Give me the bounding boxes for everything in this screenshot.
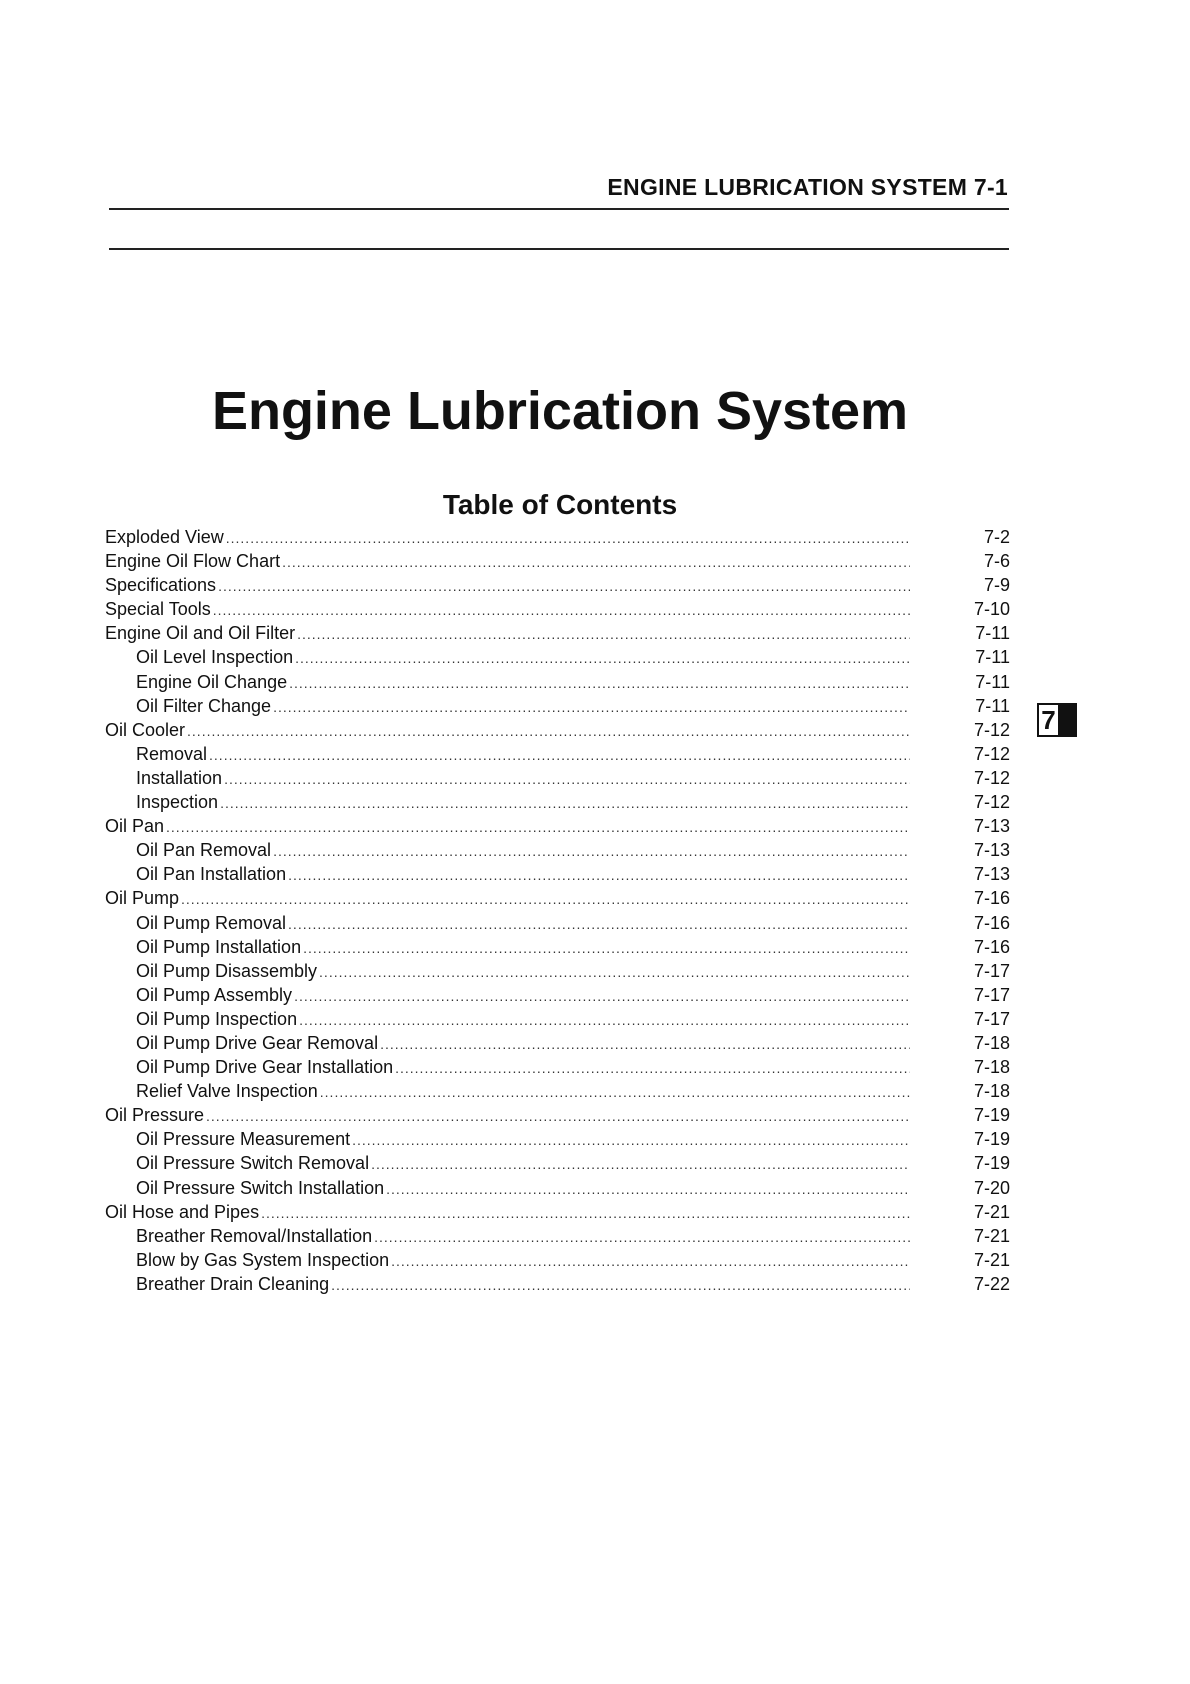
toc-dot-leader: [320, 1084, 910, 1100]
toc-dot-leader: [391, 1253, 910, 1269]
toc-entry-page: 7-11: [975, 647, 1010, 668]
toc-dot-leader: [218, 578, 910, 594]
toc-entry-title: Oil Level Inspection: [136, 647, 294, 668]
toc-entry-title: Oil Pan Removal: [136, 840, 272, 861]
toc-entry: [105, 720, 1010, 744]
header-rule-secondary: [109, 248, 1009, 250]
toc-dot-leader: [380, 1036, 910, 1052]
toc-entry: [105, 1274, 1010, 1298]
toc-entry: [105, 1202, 1010, 1226]
toc-entry: [105, 1033, 1010, 1057]
toc-entry: [105, 744, 1010, 768]
toc-entry: [105, 840, 1010, 864]
toc-dot-leader: [288, 867, 910, 883]
toc-entry-page: 7-18: [973, 1032, 1010, 1053]
toc-entry-title: Oil Filter Change: [136, 695, 272, 716]
chapter-tab-block: [1060, 703, 1077, 737]
toc-heading: Table of Contents: [442, 489, 678, 521]
toc-entry-title: Exploded View: [105, 527, 224, 547]
toc-entry-page: 7-13: [973, 840, 1010, 861]
chapter-tab: [1037, 703, 1077, 737]
toc-entry-title: Oil Pump Installation: [136, 936, 302, 957]
running-header: ENGINE LUBRICATION SYSTEM 7-1: [607, 174, 1008, 200]
toc-entry-page: 7-9: [983, 575, 1010, 596]
header-rule: [109, 208, 1009, 210]
toc-entry-page: 7-18: [973, 1057, 1010, 1078]
toc-entry-page: 7-10: [973, 599, 1010, 620]
toc-entry-title: Oil Pump Assembly: [136, 984, 293, 1005]
chapter-title: Engine Lubrication System: [211, 381, 909, 442]
toc-entry: [105, 961, 1010, 985]
toc-entry: [105, 1129, 1010, 1153]
toc-entry: [105, 1178, 1010, 1202]
toc-dot-leader: [181, 891, 910, 907]
toc-dot-leader: [226, 530, 910, 546]
toc-entry: [105, 647, 1010, 671]
toc-entry-title: Breather Removal/Installation: [136, 1225, 373, 1246]
toc-entry: [105, 575, 1010, 599]
toc-entry-title: Oil Pump Drive Gear Installation: [136, 1057, 394, 1078]
toc-entry-page: 7-17: [973, 1008, 1010, 1029]
toc-dot-leader: [209, 747, 910, 763]
toc-dot-leader: [371, 1156, 910, 1172]
toc-entry: [105, 1250, 1010, 1274]
toc-entry-title: Specifications: [105, 575, 217, 596]
toc-entry-page: 7-19: [973, 1129, 1010, 1150]
toc-entry-title: Engine Oil Flow Chart: [105, 551, 281, 572]
toc-entry-title: Oil Pressure: [105, 1105, 205, 1126]
toc-entry: [105, 672, 1010, 696]
toc-entry: [105, 1105, 1010, 1129]
toc-entry: [105, 623, 1010, 647]
toc-dot-leader: [319, 964, 910, 980]
toc-entry-page: 7-16: [973, 912, 1010, 933]
toc-dot-leader: [282, 554, 910, 570]
toc-entry-title: Special Tools: [105, 599, 211, 620]
toc-entry-page: 7-16: [973, 888, 1010, 909]
toc-entry: [105, 1226, 1010, 1250]
toc-entry: [105, 792, 1010, 816]
table-of-contents: [105, 527, 1010, 1298]
toc-entry-page: 7-12: [973, 792, 1010, 813]
toc-dot-leader: [166, 819, 910, 835]
toc-entry-title: Oil Pump: [105, 888, 180, 909]
toc-dot-leader: [206, 1108, 910, 1124]
toc-entry-title: Engine Oil and Oil Filter: [105, 623, 296, 644]
toc-dot-leader: [374, 1229, 910, 1245]
toc-dot-leader: [352, 1132, 910, 1148]
toc-dot-leader: [297, 626, 910, 642]
toc-entry-title: Oil Pump Drive Gear Removal: [136, 1032, 379, 1053]
toc-entry-title: Inspection: [136, 792, 219, 813]
toc-entry-page: 7-12: [973, 743, 1010, 764]
toc-entry: [105, 816, 1010, 840]
toc-entry: [105, 1057, 1010, 1081]
toc-entry-title: Blow by Gas System Inspection: [136, 1249, 390, 1270]
toc-entry-page: 7-11: [975, 623, 1010, 644]
toc-entry-page: 7-21: [973, 1249, 1010, 1270]
toc-entry-page: 7-20: [973, 1177, 1010, 1198]
toc-entry-title: Oil Cooler: [105, 719, 186, 740]
toc-entry-page: 7-19: [973, 1153, 1010, 1174]
toc-entry: [105, 985, 1010, 1009]
toc-entry-title: Breather Drain Cleaning: [136, 1273, 330, 1294]
toc-entry-title: Removal: [136, 743, 208, 764]
toc-entry-page: 7-19: [973, 1105, 1010, 1126]
toc-entry-page: 7-2: [983, 527, 1010, 547]
toc-entry-page: 7-12: [973, 767, 1010, 788]
toc-entry-title: Oil Pressure Switch Removal: [136, 1153, 370, 1174]
toc-entry-title: Oil Pump Inspection: [136, 1008, 298, 1029]
toc-entry-page: 7-11: [975, 695, 1010, 716]
toc-entry-title: Oil Pressure Switch Installation: [136, 1177, 385, 1198]
toc-entry-page: 7-6: [983, 551, 1010, 572]
toc-entry: [105, 551, 1010, 575]
toc-entry-title: Relief Valve Inspection: [136, 1081, 318, 1102]
toc-entry-page: 7-17: [973, 960, 1010, 981]
toc-entry: [105, 1081, 1010, 1105]
toc-entry-page: 7-13: [973, 816, 1010, 837]
toc-entry: [105, 1009, 1010, 1033]
toc-entry-page: 7-22: [973, 1273, 1010, 1294]
toc-entry: [105, 599, 1010, 623]
toc-entry: [105, 937, 1010, 961]
chapter-tab-number: 7: [1037, 703, 1060, 737]
toc-dot-leader: [261, 1205, 910, 1221]
toc-entry-title: Installation: [136, 767, 223, 788]
toc-dot-leader: [299, 1012, 910, 1028]
toc-entry: [105, 696, 1010, 720]
toc-dot-leader: [395, 1060, 910, 1076]
toc-dot-leader: [294, 988, 910, 1004]
toc-entry-title: Oil Pressure Measurement: [136, 1129, 351, 1150]
toc-entry-page: 7-18: [973, 1081, 1010, 1102]
toc-dot-leader: [303, 940, 910, 956]
toc-entry-page: 7-21: [973, 1225, 1010, 1246]
toc-entry-title: Oil Pump Disassembly: [136, 960, 318, 981]
toc-dot-leader: [295, 650, 910, 666]
toc-entry-title: Engine Oil Change: [136, 671, 288, 692]
toc-dot-leader: [273, 699, 910, 715]
toc-dot-leader: [224, 771, 910, 787]
toc-entry-title: Oil Pump Removal: [136, 912, 287, 933]
toc-entry: [105, 1153, 1010, 1177]
toc-entry-page: 7-16: [973, 936, 1010, 957]
toc-entry: [105, 913, 1010, 937]
toc-entry-page: 7-13: [973, 864, 1010, 885]
toc-dot-leader: [273, 843, 910, 859]
toc-entry-page: 7-17: [973, 984, 1010, 1005]
toc-entry-title: Oil Hose and Pipes: [105, 1201, 260, 1222]
toc-entry-title: Oil Pan Installation: [136, 864, 287, 885]
toc-entry-page: 7-11: [975, 671, 1010, 692]
toc-dot-leader: [288, 916, 910, 932]
toc-dot-leader: [331, 1277, 910, 1293]
toc-dot-leader: [187, 723, 910, 739]
toc-entry-page: 7-12: [973, 719, 1010, 740]
toc-entry: [105, 768, 1010, 792]
toc-dot-leader: [220, 795, 910, 811]
toc-entry-title: Oil Pan: [105, 816, 165, 837]
toc-entry: [105, 527, 1010, 551]
toc-dot-leader: [213, 602, 910, 618]
toc-dot-leader: [386, 1181, 910, 1197]
toc-entry-page: 7-21: [973, 1201, 1010, 1222]
toc-entry: [105, 888, 1010, 912]
toc-dot-leader: [289, 675, 910, 691]
toc-entry: [105, 864, 1010, 888]
